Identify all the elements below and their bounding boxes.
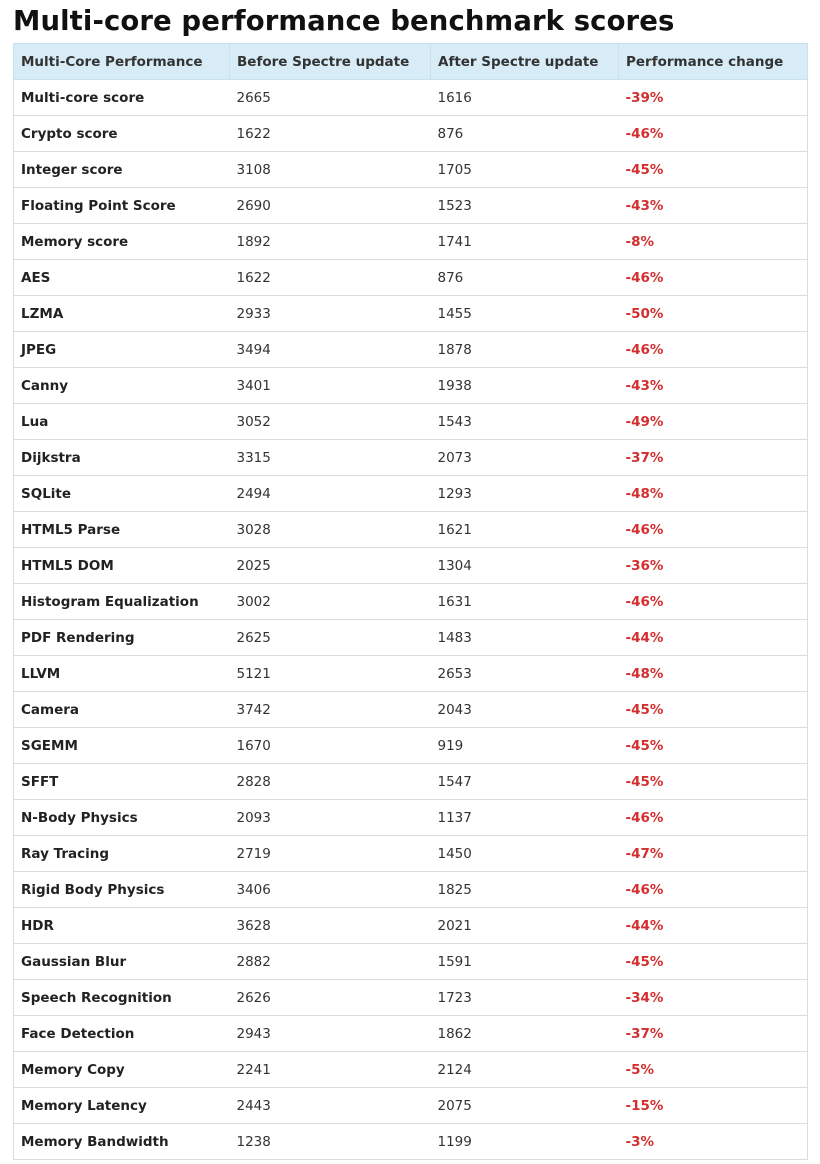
before-score-cell: 2690 xyxy=(230,188,431,224)
before-score-cell: 2665 xyxy=(230,80,431,116)
after-score-cell: 2075 xyxy=(431,1088,619,1124)
before-score-cell: 3494 xyxy=(230,332,431,368)
before-score-cell: 1622 xyxy=(230,260,431,296)
benchmark-name-cell: LZMA xyxy=(14,296,230,332)
before-score-cell: 2943 xyxy=(230,1016,431,1052)
table-row xyxy=(14,1124,808,1160)
performance-change-cell: -46% xyxy=(619,260,808,296)
table-row xyxy=(14,1088,808,1124)
before-score-cell: 5121 xyxy=(230,656,431,692)
performance-change-cell: -47% xyxy=(619,836,808,872)
before-score-cell: 3628 xyxy=(230,908,431,944)
benchmark-name-cell: PDF Rendering xyxy=(14,620,230,656)
performance-change-cell: -45% xyxy=(619,728,808,764)
table-row xyxy=(14,188,808,224)
benchmark-name-cell: SQLite xyxy=(14,476,230,512)
performance-change-cell: -44% xyxy=(619,620,808,656)
after-score-cell: 1547 xyxy=(431,764,619,800)
table-row xyxy=(14,656,808,692)
table-row xyxy=(14,332,808,368)
table-row xyxy=(14,368,808,404)
performance-change-cell: -36% xyxy=(619,548,808,584)
after-score-cell: 1705 xyxy=(431,152,619,188)
benchmark-name-cell: Canny xyxy=(14,368,230,404)
benchmark-name-cell: LLVM xyxy=(14,656,230,692)
performance-change-cell: -43% xyxy=(619,188,808,224)
table-row xyxy=(14,764,808,800)
before-score-cell: 1622 xyxy=(230,116,431,152)
after-score-cell: 1293 xyxy=(431,476,619,512)
benchmark-name-cell: Lua xyxy=(14,404,230,440)
benchmark-name-cell: Dijkstra xyxy=(14,440,230,476)
table-row xyxy=(14,440,808,476)
before-score-cell: 3028 xyxy=(230,512,431,548)
benchmark-name-cell: Integer score xyxy=(14,152,230,188)
after-score-cell: 1523 xyxy=(431,188,619,224)
before-score-cell: 3315 xyxy=(230,440,431,476)
table-row xyxy=(14,80,808,116)
after-score-cell: 1137 xyxy=(431,800,619,836)
after-score-cell: 2073 xyxy=(431,440,619,476)
table-row xyxy=(14,296,808,332)
performance-change-cell: -46% xyxy=(619,584,808,620)
performance-change-cell: -37% xyxy=(619,440,808,476)
table-row xyxy=(14,260,808,296)
performance-change-cell: -50% xyxy=(619,296,808,332)
after-score-cell: 1741 xyxy=(431,224,619,260)
table-row xyxy=(14,836,808,872)
after-score-cell: 2043 xyxy=(431,692,619,728)
performance-change-cell: -48% xyxy=(619,476,808,512)
after-score-cell: 876 xyxy=(431,260,619,296)
benchmark-name-cell: Multi-core score xyxy=(14,80,230,116)
performance-change-cell: -46% xyxy=(619,800,808,836)
table-row xyxy=(14,476,808,512)
benchmark-table xyxy=(13,43,808,1160)
after-score-cell: 2653 xyxy=(431,656,619,692)
table-row xyxy=(14,584,808,620)
after-score-cell: 1631 xyxy=(431,584,619,620)
benchmark-name-cell: Crypto score xyxy=(14,116,230,152)
after-score-cell: 1878 xyxy=(431,332,619,368)
performance-change-cell: -39% xyxy=(619,80,808,116)
benchmark-name-cell: Ray Tracing xyxy=(14,836,230,872)
before-score-cell: 2093 xyxy=(230,800,431,836)
before-score-cell: 2719 xyxy=(230,836,431,872)
before-score-cell: 1238 xyxy=(230,1124,431,1160)
after-score-cell: 1304 xyxy=(431,548,619,584)
before-score-cell: 3002 xyxy=(230,584,431,620)
benchmark-name-cell: HTML5 Parse xyxy=(14,512,230,548)
benchmark-name-cell: Memory Copy xyxy=(14,1052,230,1088)
table-row xyxy=(14,548,808,584)
benchmark-name-cell: Speech Recognition xyxy=(14,980,230,1016)
after-score-cell: 1862 xyxy=(431,1016,619,1052)
table-row xyxy=(14,980,808,1016)
after-score-cell: 1723 xyxy=(431,980,619,1016)
before-score-cell: 2933 xyxy=(230,296,431,332)
table-row xyxy=(14,620,808,656)
before-score-cell: 2626 xyxy=(230,980,431,1016)
header-row xyxy=(14,44,808,80)
performance-change-cell: -46% xyxy=(619,512,808,548)
after-score-cell: 1591 xyxy=(431,944,619,980)
table-row xyxy=(14,1052,808,1088)
before-score-cell: 3742 xyxy=(230,692,431,728)
benchmark-name-cell: SFFT xyxy=(14,764,230,800)
before-score-cell: 2443 xyxy=(230,1088,431,1124)
table-row xyxy=(14,800,808,836)
after-score-cell: 1938 xyxy=(431,368,619,404)
table-row xyxy=(14,404,808,440)
performance-change-cell: -8% xyxy=(619,224,808,260)
performance-change-cell: -45% xyxy=(619,944,808,980)
table-row xyxy=(14,872,808,908)
after-score-cell: 1543 xyxy=(431,404,619,440)
after-score-cell: 2124 xyxy=(431,1052,619,1088)
after-score-cell: 1455 xyxy=(431,296,619,332)
benchmark-name-cell: Gaussian Blur xyxy=(14,944,230,980)
after-score-cell: 1199 xyxy=(431,1124,619,1160)
table-body xyxy=(14,80,808,1160)
after-score-cell: 2021 xyxy=(431,908,619,944)
table-row xyxy=(14,908,808,944)
benchmark-name-cell: SGEMM xyxy=(14,728,230,764)
before-score-cell: 3052 xyxy=(230,404,431,440)
column-header-before: Before Spectre update xyxy=(230,44,431,80)
performance-change-cell: -37% xyxy=(619,1016,808,1052)
after-score-cell: 919 xyxy=(431,728,619,764)
after-score-cell: 1621 xyxy=(431,512,619,548)
benchmark-name-cell: HTML5 DOM xyxy=(14,548,230,584)
table-header xyxy=(14,44,808,80)
before-score-cell: 1892 xyxy=(230,224,431,260)
performance-change-cell: -45% xyxy=(619,764,808,800)
before-score-cell: 1670 xyxy=(230,728,431,764)
table-row xyxy=(14,692,808,728)
before-score-cell: 2025 xyxy=(230,548,431,584)
benchmark-name-cell: Memory score xyxy=(14,224,230,260)
performance-change-cell: -15% xyxy=(619,1088,808,1124)
table-row xyxy=(14,944,808,980)
performance-change-cell: -46% xyxy=(619,116,808,152)
before-score-cell: 2882 xyxy=(230,944,431,980)
benchmark-name-cell: Memory Latency xyxy=(14,1088,230,1124)
performance-change-cell: -34% xyxy=(619,980,808,1016)
benchmark-name-cell: Face Detection xyxy=(14,1016,230,1052)
after-score-cell: 1483 xyxy=(431,620,619,656)
performance-change-cell: -44% xyxy=(619,908,808,944)
before-score-cell: 3406 xyxy=(230,872,431,908)
table-row xyxy=(14,512,808,548)
table-row xyxy=(14,224,808,260)
benchmark-name-cell: Histogram Equalization xyxy=(14,584,230,620)
after-score-cell: 1450 xyxy=(431,836,619,872)
before-score-cell: 3108 xyxy=(230,152,431,188)
performance-change-cell: -49% xyxy=(619,404,808,440)
benchmark-name-cell: JPEG xyxy=(14,332,230,368)
performance-change-cell: -45% xyxy=(619,692,808,728)
column-header-change: Performance change xyxy=(619,44,808,80)
benchmark-name-cell: Memory Bandwidth xyxy=(14,1124,230,1160)
benchmark-name-cell: N-Body Physics xyxy=(14,800,230,836)
performance-change-cell: -46% xyxy=(619,872,808,908)
benchmark-name-cell: HDR xyxy=(14,908,230,944)
performance-change-cell: -45% xyxy=(619,152,808,188)
after-score-cell: 1825 xyxy=(431,872,619,908)
page-title: Multi-core performance benchmark scores xyxy=(13,5,675,37)
before-score-cell: 2494 xyxy=(230,476,431,512)
after-score-cell: 1616 xyxy=(431,80,619,116)
performance-change-cell: -48% xyxy=(619,656,808,692)
column-header-after: After Spectre update xyxy=(431,44,619,80)
before-score-cell: 2625 xyxy=(230,620,431,656)
benchmark-name-cell: AES xyxy=(14,260,230,296)
performance-change-cell: -5% xyxy=(619,1052,808,1088)
column-header-benchmark: Multi-Core Performance xyxy=(14,44,230,80)
benchmark-name-cell: Camera xyxy=(14,692,230,728)
table-row xyxy=(14,1016,808,1052)
before-score-cell: 2241 xyxy=(230,1052,431,1088)
benchmark-name-cell: Rigid Body Physics xyxy=(14,872,230,908)
table-row xyxy=(14,728,808,764)
before-score-cell: 2828 xyxy=(230,764,431,800)
benchmark-name-cell: Floating Point Score xyxy=(14,188,230,224)
before-score-cell: 3401 xyxy=(230,368,431,404)
performance-change-cell: -43% xyxy=(619,368,808,404)
performance-change-cell: -3% xyxy=(619,1124,808,1160)
table-row xyxy=(14,152,808,188)
table-row xyxy=(14,116,808,152)
performance-change-cell: -46% xyxy=(619,332,808,368)
after-score-cell: 876 xyxy=(431,116,619,152)
